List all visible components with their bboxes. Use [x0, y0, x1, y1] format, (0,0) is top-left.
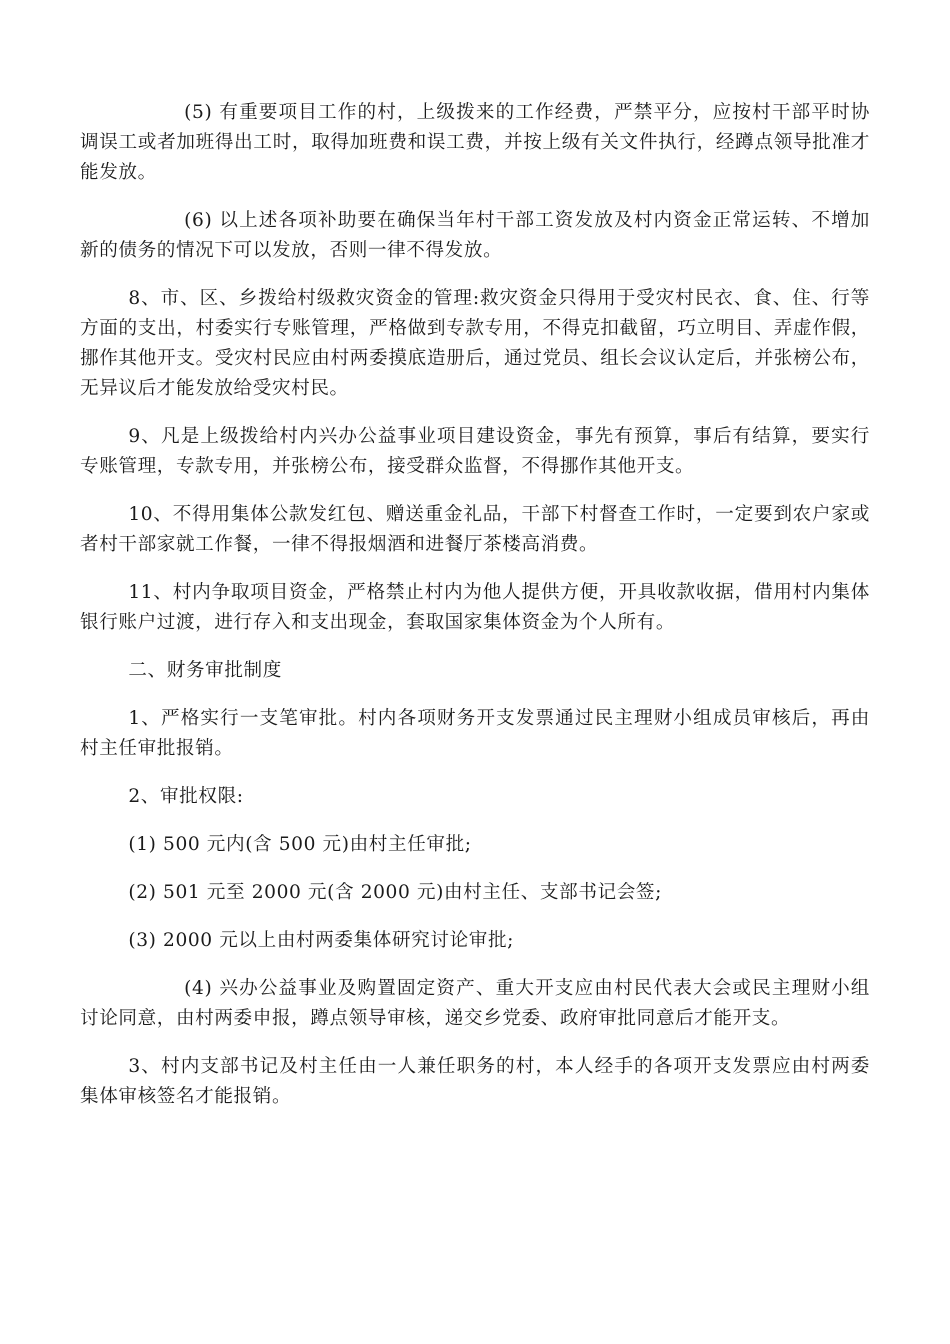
- section-heading-approval: 二、财务审批制度: [128, 660, 282, 681]
- paragraph-article-10: 10、不得用集体公款发红包、赠送重金礼品，干部下村督查工作时，一定要到农户家或者村干部家就工作餐，一律不得报烟酒和进餐厅茶楼高消费。: [80, 504, 870, 555]
- paragraph-item-6: (6) 以上述各项补助要在确保当年村干部工资发放及村内资金正常运转、不增加新的债务的情况下可以发放，否则一律不得发放。: [80, 210, 870, 261]
- paragraph-authority-2: (2) 501 元至 2000 元(含 2000 元)由村主任、支部书记会签;: [128, 882, 662, 903]
- paragraph-approval-1: 1、严格实行一支笔审批。村内各项财务开支发票通过民主理财小组成员审核后，再由村主任审批报销。: [80, 708, 870, 759]
- paragraph-article-8: 8、市、区、乡拨给村级救灾资金的管理:救灾资金只得用于受灾村民衣、食、住、行等方面的支出，村委实行专账管理，严格做到专款专用，不得克扣截留，巧立明目、弄虚作假，挪作其他开支。受灾村民应由村两委摸底造册后，通过党员、组长会议认定后，并张榜公布，无异议后才能发放给受灾村民。: [80, 288, 870, 399]
- paragraph-authority-1: (1) 500 元内(含 500 元)由村主任审批;: [128, 834, 472, 855]
- paragraph-approval-3: 3、村内支部书记及村主任由一人兼任职务的村，本人经手的各项开支发票应由村两委集体审核签名才能报销。: [80, 1056, 870, 1107]
- document-body: [80, 98, 870, 1130]
- paragraph-article-11: 11、村内争取项目资金，严格禁止村内为他人提供方便，开具收款收据，借用村内集体银行账户过渡，进行存入和支出现金，套取国家集体资金为个人所有。: [80, 582, 870, 633]
- paragraph-authority-3: (3) 2000 元以上由村两委集体研究讨论审批;: [128, 930, 515, 951]
- paragraph-item-5: (5) 有重要项目工作的村，上级拨来的工作经费，严禁平分，应按村干部平时协调误工或者加班得出工时，取得加班费和误工费，并按上级有关文件执行，经蹲点领导批准才能发放。: [80, 102, 870, 183]
- paragraph-article-9: 9、凡是上级拨给村内兴办公益事业项目建设资金，事先有预算，事后有结算，要实行专账管理，专款专用，并张榜公布，接受群众监督，不得挪作其他开支。: [80, 426, 870, 477]
- paragraph-approval-2: 2、审批权限:: [128, 786, 244, 807]
- paragraph-authority-4: (4) 兴办公益事业及购置固定资产、重大开支应由村民代表大会或民主理财小组讨论同意，由村两委申报，蹲点领导审核，递交乡党委、政府审批同意后才能开支。: [80, 978, 870, 1029]
